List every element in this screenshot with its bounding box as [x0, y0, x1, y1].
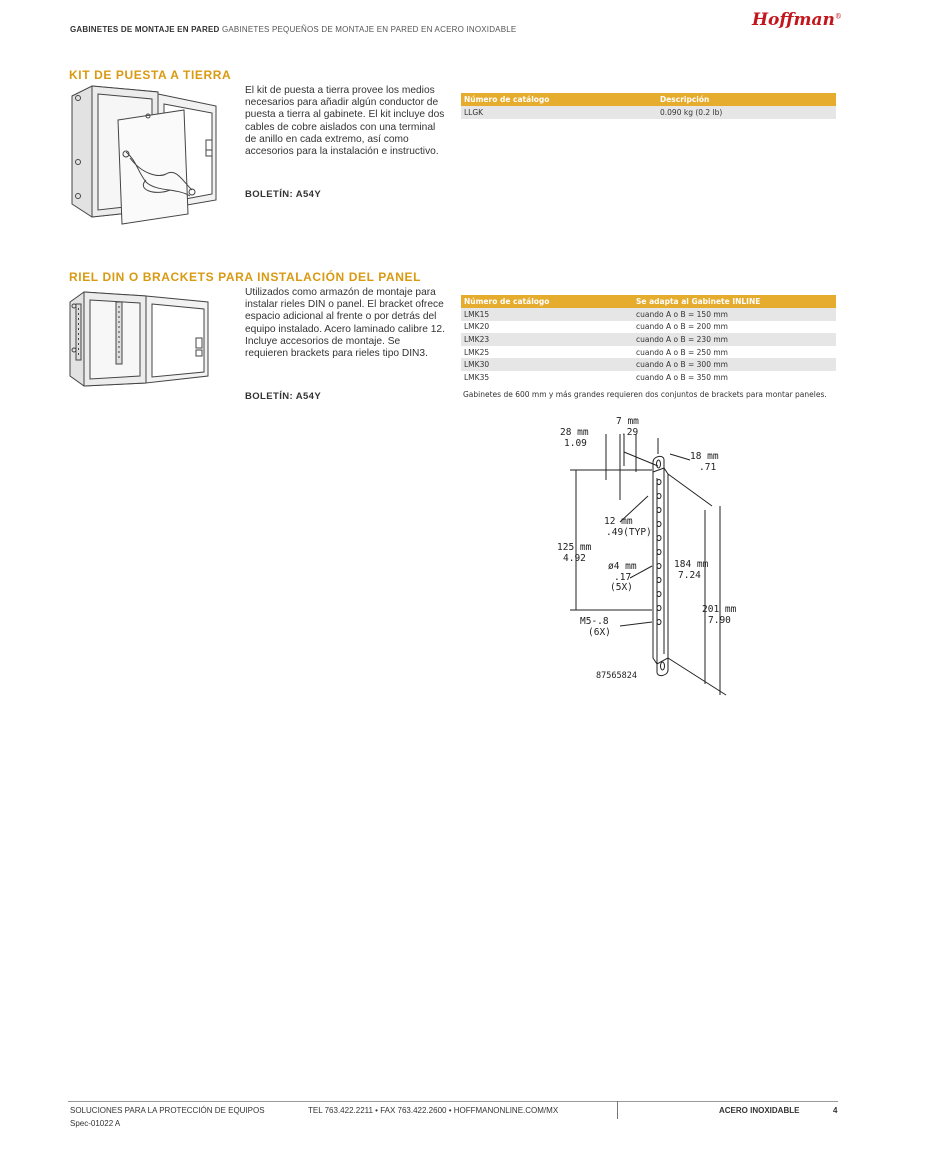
section-title-din-rail-brackets: RIEL DIN O BRACKETS PARA INSTALACIÓN DEL PANEL: [69, 270, 422, 284]
footer-spec: Spec-01022 A: [70, 1119, 121, 1128]
col-header-description: Descripción: [657, 93, 836, 106]
grounding-kit-illustration: [66, 82, 226, 227]
dim-m5-qty: (6X): [588, 627, 611, 638]
footer-tagline: SOLUCIONES PARA LA PROTECCIÓN DE EQUIPOS: [70, 1106, 265, 1115]
footer-rule: [68, 1101, 838, 1102]
table-row: [461, 358, 836, 371]
dim-184-in: 7.24: [678, 570, 701, 581]
cell-catalog: LMK30: [461, 358, 633, 371]
dim-7-in: .29: [621, 427, 639, 438]
table-header-row: [461, 295, 836, 308]
dim-12-in: .49(TYP): [606, 527, 652, 538]
dim-28-in: 1.09: [564, 438, 587, 449]
dim-m5: M5-.8: [580, 616, 609, 627]
cell-catalog: LMK15: [461, 308, 633, 321]
dim-hole-mm: ø4 mm: [608, 561, 637, 572]
table-row: [461, 308, 836, 321]
din-rail-table: [461, 295, 836, 384]
dim-28-mm: 28 mm: [560, 427, 589, 438]
header-category: GABINETES DE MONTAJE EN PARED: [70, 25, 220, 34]
bracket-dimension-drawing: [540, 410, 800, 710]
din-rail-note: Gabinetes de 600 mm y más grandes requieren dos conjuntos de brackets para montar paneles.: [463, 390, 827, 399]
dim-184-mm: 184 mm: [674, 559, 709, 570]
dim-125-in: 4.92: [563, 553, 586, 564]
cell-catalog: LMK25: [464, 347, 490, 357]
page-header: [70, 25, 516, 34]
footer-section: ACERO INOXIDABLE: [719, 1106, 800, 1115]
din-rail-brackets-illustration: [66, 288, 228, 388]
din-rail-bulletin: BOLETÍN: A54Y: [245, 391, 322, 402]
cell-catalog: LMK20: [464, 322, 490, 332]
cell-fits: cuando A o B = 350 mm: [636, 372, 728, 382]
table-row: [461, 321, 836, 334]
footer-contact: TEL 763.422.2211 • FAX 763.422.2600 • HOFFMANONLINE.COM/MX: [308, 1106, 559, 1115]
table-row: [461, 346, 836, 359]
dim-hole-qty: (5X): [610, 582, 633, 593]
cell-fits: cuando A o B = 300 mm: [633, 358, 836, 371]
dim-12-mm: 12 mm: [604, 516, 633, 527]
dim-18-mm: 18 mm: [690, 451, 719, 462]
dim-18-in: .71: [699, 462, 717, 473]
dim-hole-in: .17: [614, 572, 632, 583]
cell-fits: cuando A o B = 200 mm: [636, 322, 728, 332]
col-header-fits: Se adapta al Gabinete INLINE: [633, 295, 836, 308]
table-row: [461, 333, 836, 346]
cell-fits: cuando A o B = 250 mm: [636, 347, 728, 357]
cell-catalog: LMK23: [461, 333, 633, 346]
col-header-catalog: Número de catálogo: [461, 93, 657, 106]
grounding-kit-bulletin: BOLETÍN: A54Y: [245, 189, 322, 200]
cell-fits: cuando A o B = 230 mm: [633, 333, 836, 346]
table-header-row: [461, 93, 836, 106]
grounding-kit-table: [461, 93, 836, 119]
din-rail-description: Utilizados como armazón de montaje para instalar rieles DIN o panel. El bracket ofrece espacio adicional al frente o por detrás del equipo instalado. Acero laminado calibre 12. Incluye accesorios de montaje. Se requieren brackets para rieles tipo DIN3.: [245, 287, 445, 360]
drawing-part-number: 87565824: [596, 671, 637, 681]
table-row: [461, 371, 836, 384]
cell-description: 0.090 kg (0.2 lb): [657, 106, 836, 119]
cell-fits: cuando A o B = 150 mm: [633, 308, 836, 321]
dim-201-in: 7.90: [708, 615, 731, 626]
grounding-kit-description: El kit de puesta a tierra provee los medios necesarios para añadir algún conductor de puesta a tierra al gabinete. El kit incluye dos cables de cobre aislados con una terminal de anillo en cada extremo, así como accesorios para la instalación e instructivo.: [245, 85, 445, 158]
header-subcategory: GABINETES PEQUEÑOS DE MONTAJE EN PARED EN ACERO INOXIDABLE: [221, 25, 517, 34]
dim-7-mm: 7 mm: [616, 416, 639, 427]
col-header-catalog: Número de catálogo: [461, 295, 633, 308]
table-row: [461, 106, 836, 119]
cell-catalog: LMK35: [464, 372, 490, 382]
cell-catalog: LLGK: [461, 106, 657, 119]
footer-page-number: 4: [833, 1106, 838, 1115]
dim-201-mm: 201 mm: [702, 604, 737, 615]
dim-125-mm: 125 mm: [557, 542, 592, 553]
footer-divider: [617, 1101, 618, 1119]
hoffman-logo: Hoffman®: [752, 10, 842, 30]
section-title-grounding-kit: KIT DE PUESTA A TIERRA: [69, 68, 232, 82]
